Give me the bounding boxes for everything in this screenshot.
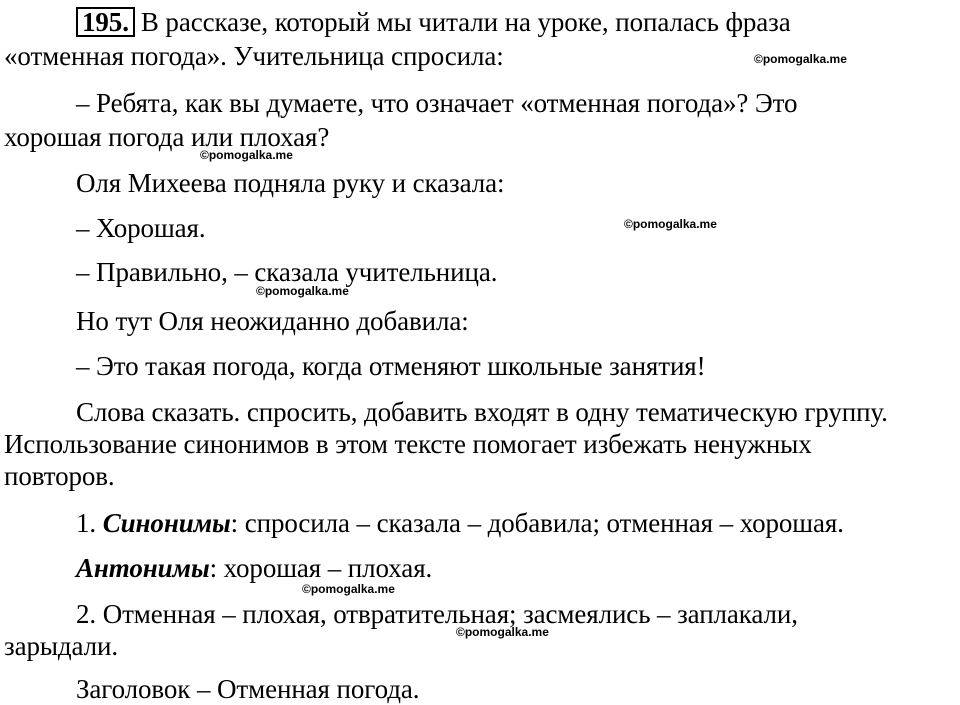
title-line: Заголовок – Отменная погода.: [76, 674, 420, 704]
text-line-2: «отменная погода». Учительница спросила:: [4, 41, 504, 71]
text-line-4: хорошая погода или плохая?: [4, 122, 330, 152]
text-line-9: – Это такая погода, когда отменяют школьные занятия!: [76, 351, 706, 381]
watermark: ©pomogalka.me: [302, 582, 395, 596]
text-line-1: 195. В рассказе, который мы читали на уроке, попалась фраза: [76, 6, 791, 38]
text-line-10: Слова сказать. спросить, добавить входят в одну тематическую группу.: [76, 397, 888, 427]
exercise-number: 195.: [76, 7, 135, 37]
antonyms-label: Антонимы: [76, 553, 210, 583]
watermark: ©pomogalka.me: [256, 284, 349, 298]
text-line-3: – Ребята, как вы думаете, что означает «отменная погода»? Это: [76, 88, 798, 118]
watermark: ©pomogalka.me: [754, 52, 847, 66]
text-line-11: Использование синонимов в этом тексте помогает избежать ненужных: [4, 429, 812, 459]
text-line-8: Но тут Оля неожиданно добавила:: [76, 306, 469, 336]
watermark: ©pomogalka.me: [456, 625, 549, 639]
synonyms-label: Синонимы: [102, 508, 231, 538]
watermark: ©pomogalka.me: [624, 217, 717, 231]
watermark: ©pomogalka.me: [200, 148, 293, 162]
text-line-6: – Хорошая.: [76, 213, 206, 243]
synonyms-line: 1. Синонимы: спросила – сказала – добавила; отменная – хорошая.: [76, 508, 844, 538]
text-line-12: повторов.: [4, 461, 115, 491]
antonyms-line: Антонимы: хорошая – плохая.: [76, 553, 433, 583]
text-line-5: Оля Михеева подняла руку и сказала:: [76, 168, 505, 198]
answer-line-2b: зарыдали.: [4, 631, 119, 661]
answer-line-2a: 2. Отменная – плохая, отвратительная; засмеялись – заплакали,: [76, 599, 798, 629]
text-line-7: – Правильно, – сказала учительница.: [76, 257, 498, 287]
